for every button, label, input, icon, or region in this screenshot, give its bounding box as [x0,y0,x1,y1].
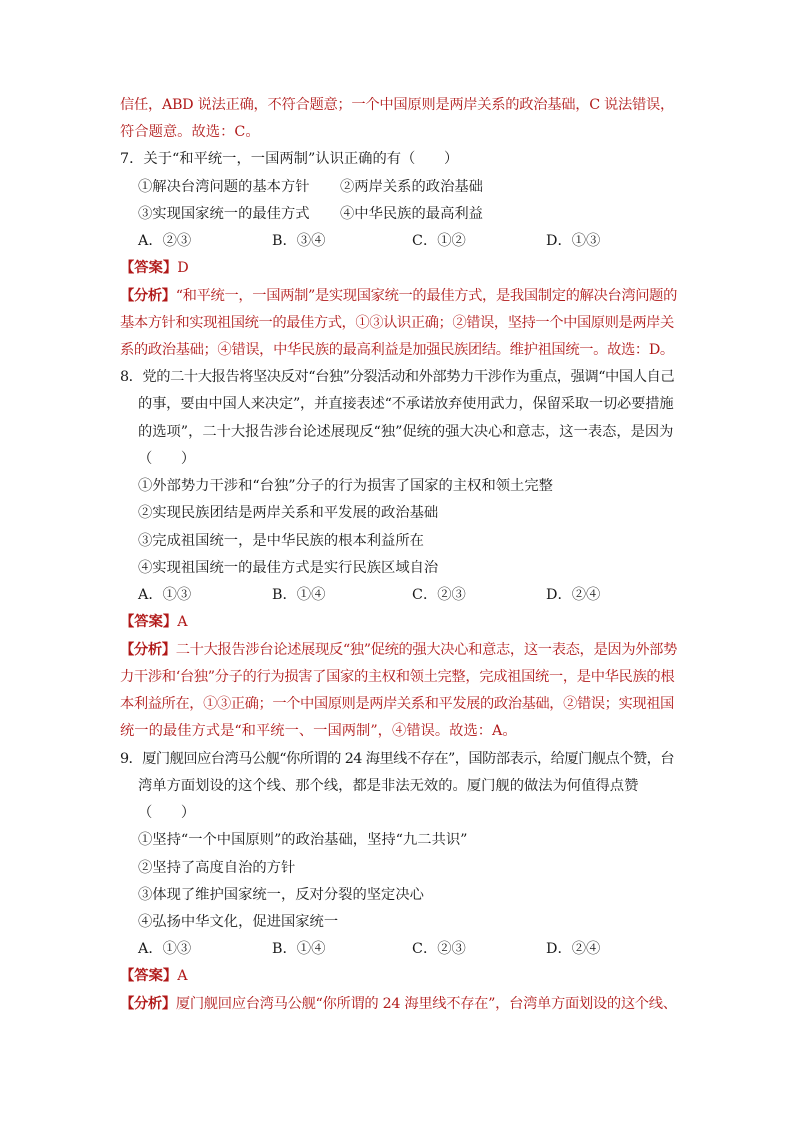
prev-analysis-line-2: 符合题意。故选：C。 [120,124,260,140]
q8-option-d: D．②④ [546,587,601,603]
q7-option-b: B．③④ [272,233,326,249]
q9-analysis-line-1: 【分析】厦门舰回应台湾马公舰“你所谓的 24 海里线不存在”，台湾单方面划设的这个线、 [120,996,677,1012]
q8-option-a: A．①③ [138,587,192,603]
answer-tag: 【答案】 [120,260,178,276]
q8-stem-line-2: 的事，要由中国人来决定”，并直接表述“不承诺放弃使用武力，保留采取一切必要措施 [138,396,674,412]
q7-item-1: ①解决台湾问题的基本方针 [138,179,310,195]
q7-item-2: ②两岸关系的政治基础 [340,179,483,195]
q8-answer-line [120,611,188,633]
q9-option-a: A．①③ [138,941,192,957]
q8-answer: A [177,614,188,630]
answer-tag: 【答案】 [120,614,178,630]
q8-stem-line-4: （ ） [138,451,196,467]
q9-stem-line-2: 湾单方面划设的这个线、那个线，都是非法无效的。厦门舰的做法为何值得点赞 [138,778,639,794]
q9-stem-line-3: （ ） [138,805,196,821]
q7-stem: 7．关于“和平统一，一国两制”认识正确的有（ ） [120,151,459,167]
q8-stem-line-1: 8．党的二十大报告将坚决反对“台独”分裂活动和外部势力干涉作为重点，强调“中国人自己 [120,369,675,385]
q8-option-b: B．①④ [272,587,326,603]
q9-stem-line-1: 9．厦门舰回应台湾马公舰“你所谓的 24 海里线不存在”，国防部表示，给厦门舰点个赞，台 [120,751,675,767]
q9-option-b: B．①④ [272,941,326,957]
q8-item-1: ①外部势力干涉和“台独”分子的行为损害了国家的主权和领土完整 [138,478,553,494]
q7-item-4: ④中华民族的最高利益 [340,206,483,222]
q8-analysis-line-3: 本利益所在，①③正确；一个中国原则是两岸关系和平发展的政治基础，②错误；实现祖国 [120,696,674,712]
q8-stem-line-3: 的选项”，二十大报告涉台论述展现反“独”促统的强大决心和意志，这一表态，是因为 [138,424,674,440]
q7-option-c: C．①② [412,233,466,249]
analysis-tag: 【分析】 [120,642,176,658]
q8-analysis-line-1: 【分析】二十大报告涉台论述展现反“独”促统的强大决心和意志，这一表态，是因为外部势 [120,642,678,658]
q8-analysis-line-2: 力干涉和‘台独”分子的行为损害了国家的主权和领土完整，完成祖国统一，是中华民族的根 [120,669,675,685]
q7-answer: D [177,260,189,276]
q7-option-d: D．①③ [546,233,601,249]
q9-item-1: ①坚持“一个中国原则”的政治基础，坚持“九二共识” [138,832,468,848]
q8-item-4: ④实现祖国统一的最佳方式是实行民族区域自治 [138,560,439,576]
q8-analysis-line-4: 统一的最佳方式是“和平统一、一国两制”，④错误。故选：A。 [120,723,517,739]
analysis-tag: 【分析】 [120,288,176,304]
q7-item-3: ③实现国家统一的最佳方式 [138,206,310,222]
q9-answer-line [120,965,188,987]
q9-item-4: ④弘扬中华文化，促进国家统一 [138,914,339,930]
q9-option-d: D．②④ [546,941,601,957]
q7-answer-line [120,257,189,279]
q7-analysis-line-3: 系的政治基础；④错误，中华民族的最高利益是加强民族团结。维护祖国统一。故选：D。 [120,342,674,358]
prev-analysis-line-1: 信任，ABD 说法正确，不符合题意；一个中国原则是两岸关系的政治基础，C 说法错误， [120,97,674,113]
q7-analysis-line-2: 基本方针和实现祖国统一的最佳方式，①③认识正确；②错误，坚持一个中国原则是两岸关 [120,315,674,331]
q7-analysis-line-1: 【分析】“和平统一，一国两制”是实现国家统一的最佳方式，是我国制定的解决台湾问题的 [120,288,678,304]
answer-tag: 【答案】 [120,968,178,984]
q9-answer: A [177,968,188,984]
analysis-tag: 【分析】 [120,996,176,1012]
q8-option-c: C．②③ [412,587,466,603]
q7-option-a: A．②③ [138,233,192,249]
q9-option-c: C．②③ [412,941,466,957]
q9-item-2: ②坚持了高度自治的方针 [138,860,296,876]
q8-item-2: ②实现民族团结是两岸关系和平发展的政治基础 [138,505,439,521]
q8-item-3: ③完成祖国统一，是中华民族的根本利益所在 [138,533,424,549]
q9-item-3: ③体现了维护国家统一，反对分裂的坚定决心 [138,887,424,903]
